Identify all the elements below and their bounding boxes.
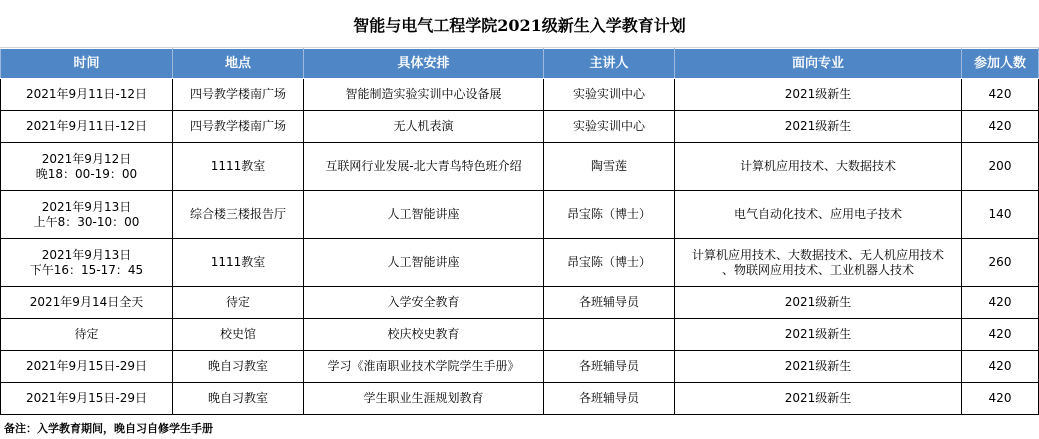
- table-row: [1, 191, 1039, 239]
- header-major[interactable]: 面向专业: [675, 49, 962, 79]
- header-speaker[interactable]: 主讲人: [544, 49, 675, 79]
- schedule-table: [0, 48, 1039, 415]
- cell-arrangement[interactable]: 人工智能讲座: [304, 191, 544, 239]
- cell-count[interactable]: 140: [962, 191, 1039, 239]
- header-arrangement[interactable]: 具体安排: [304, 49, 544, 79]
- cell-count[interactable]: 420: [962, 383, 1039, 415]
- cell-speaker[interactable]: 各班辅导员: [544, 351, 675, 383]
- cell-place[interactable]: 四号教学楼南广场: [173, 79, 304, 111]
- footnote: 备注：入学教育期间，晚自习自修学生手册: [4, 422, 213, 435]
- cell-major-line1: 计算机应用技术、大数据技术、无人机应用技术: [691, 247, 944, 262]
- cell-major[interactable]: 计算机应用技术、大数据技术: [675, 143, 962, 191]
- cell-major[interactable]: [675, 239, 962, 287]
- cell-count[interactable]: 420: [962, 111, 1039, 143]
- table-row: [1, 319, 1039, 351]
- cell-count[interactable]: 420: [962, 79, 1039, 111]
- header-count[interactable]: 参加人数: [962, 49, 1039, 79]
- cell-arrangement[interactable]: 人工智能讲座: [304, 239, 544, 287]
- cell-major[interactable]: 2021级新生: [675, 351, 962, 383]
- cell-speaker[interactable]: 昂宝陈（博士）: [544, 191, 675, 239]
- cell-count[interactable]: 420: [962, 351, 1039, 383]
- cell-time-date: 2021年9月13日: [41, 247, 132, 262]
- cell-major[interactable]: 2021级新生: [675, 79, 962, 111]
- cell-place[interactable]: 校史馆: [173, 319, 304, 351]
- cell-speaker[interactable]: 各班辅导员: [544, 383, 675, 415]
- cell-count[interactable]: 420: [962, 287, 1039, 319]
- cell-major[interactable]: 2021级新生: [675, 111, 962, 143]
- cell-time[interactable]: 2021年9月15日-29日: [1, 351, 173, 383]
- cell-time[interactable]: [1, 191, 173, 239]
- cell-time[interactable]: 2021年9月15日-29日: [1, 383, 173, 415]
- cell-arrangement[interactable]: 入学安全教育: [304, 287, 544, 319]
- cell-speaker[interactable]: [544, 319, 675, 351]
- cell-place[interactable]: 1111教室: [173, 143, 304, 191]
- cell-arrangement[interactable]: 学习《淮南职业技术学院学生手册》: [304, 351, 544, 383]
- cell-major[interactable]: 2021级新生: [675, 319, 962, 351]
- cell-count[interactable]: 260: [962, 239, 1039, 287]
- cell-place[interactable]: 综合楼三楼报告厅: [173, 191, 304, 239]
- cell-time-date: 2021年9月12日: [41, 151, 132, 166]
- cell-arrangement[interactable]: 智能制造实验实训中心设备展: [304, 79, 544, 111]
- cell-major[interactable]: 2021级新生: [675, 383, 962, 415]
- table-row: [1, 111, 1039, 143]
- cell-speaker[interactable]: 陶雪莲: [544, 143, 675, 191]
- cell-time[interactable]: [1, 143, 173, 191]
- table-row: [1, 239, 1039, 287]
- cell-time[interactable]: 2021年9月11日-12日: [1, 111, 173, 143]
- header-place[interactable]: 地点: [173, 49, 304, 79]
- table-row: [1, 383, 1039, 415]
- cell-arrangement[interactable]: 无人机表演: [304, 111, 544, 143]
- cell-major[interactable]: 电气自动化技术、应用电子技术: [675, 191, 962, 239]
- cell-place[interactable]: 待定: [173, 287, 304, 319]
- table-row: [1, 287, 1039, 319]
- cell-time[interactable]: [1, 239, 173, 287]
- cell-arrangement[interactable]: 校庆校史教育: [304, 319, 544, 351]
- cell-time-date: 2021年9月13日: [41, 199, 132, 214]
- cell-arrangement[interactable]: 互联网行业发展-北大青鸟特色班介绍: [304, 143, 544, 191]
- cell-time[interactable]: 待定: [1, 319, 173, 351]
- cell-arrangement[interactable]: 学生职业生涯规划教育: [304, 383, 544, 415]
- cell-time-hours: 上午8：30-10：00: [33, 214, 140, 229]
- cell-place[interactable]: 四号教学楼南广场: [173, 111, 304, 143]
- cell-time-hours: 下午16：15-17：45: [29, 262, 144, 277]
- cell-major[interactable]: 2021级新生: [675, 287, 962, 319]
- cell-speaker[interactable]: 昂宝陈（博士）: [544, 239, 675, 287]
- cell-speaker[interactable]: 各班辅导员: [544, 287, 675, 319]
- cell-major-line2: 、物联网应用技术、工业机器人技术: [721, 262, 914, 277]
- header-row: [1, 49, 1039, 79]
- cell-speaker[interactable]: 实验实训中心: [544, 79, 675, 111]
- table-row: [1, 351, 1039, 383]
- cell-time-hours: 晚18：00-19：00: [35, 166, 138, 181]
- cell-place[interactable]: 晚自习教室: [173, 351, 304, 383]
- table-row: [1, 143, 1039, 191]
- header-time[interactable]: 时间: [1, 49, 173, 79]
- cell-place[interactable]: 1111教室: [173, 239, 304, 287]
- cell-place[interactable]: 晚自习教室: [173, 383, 304, 415]
- cell-count[interactable]: 420: [962, 319, 1039, 351]
- cell-count[interactable]: 200: [962, 143, 1039, 191]
- cell-speaker[interactable]: 实验实训中心: [544, 111, 675, 143]
- cell-time[interactable]: 2021年9月11日-12日: [1, 79, 173, 111]
- page-title: 智能与电气工程学院2021级新生入学教育计划: [353, 15, 686, 35]
- table-row: [1, 79, 1039, 111]
- cell-time[interactable]: 2021年9月14日全天: [1, 287, 173, 319]
